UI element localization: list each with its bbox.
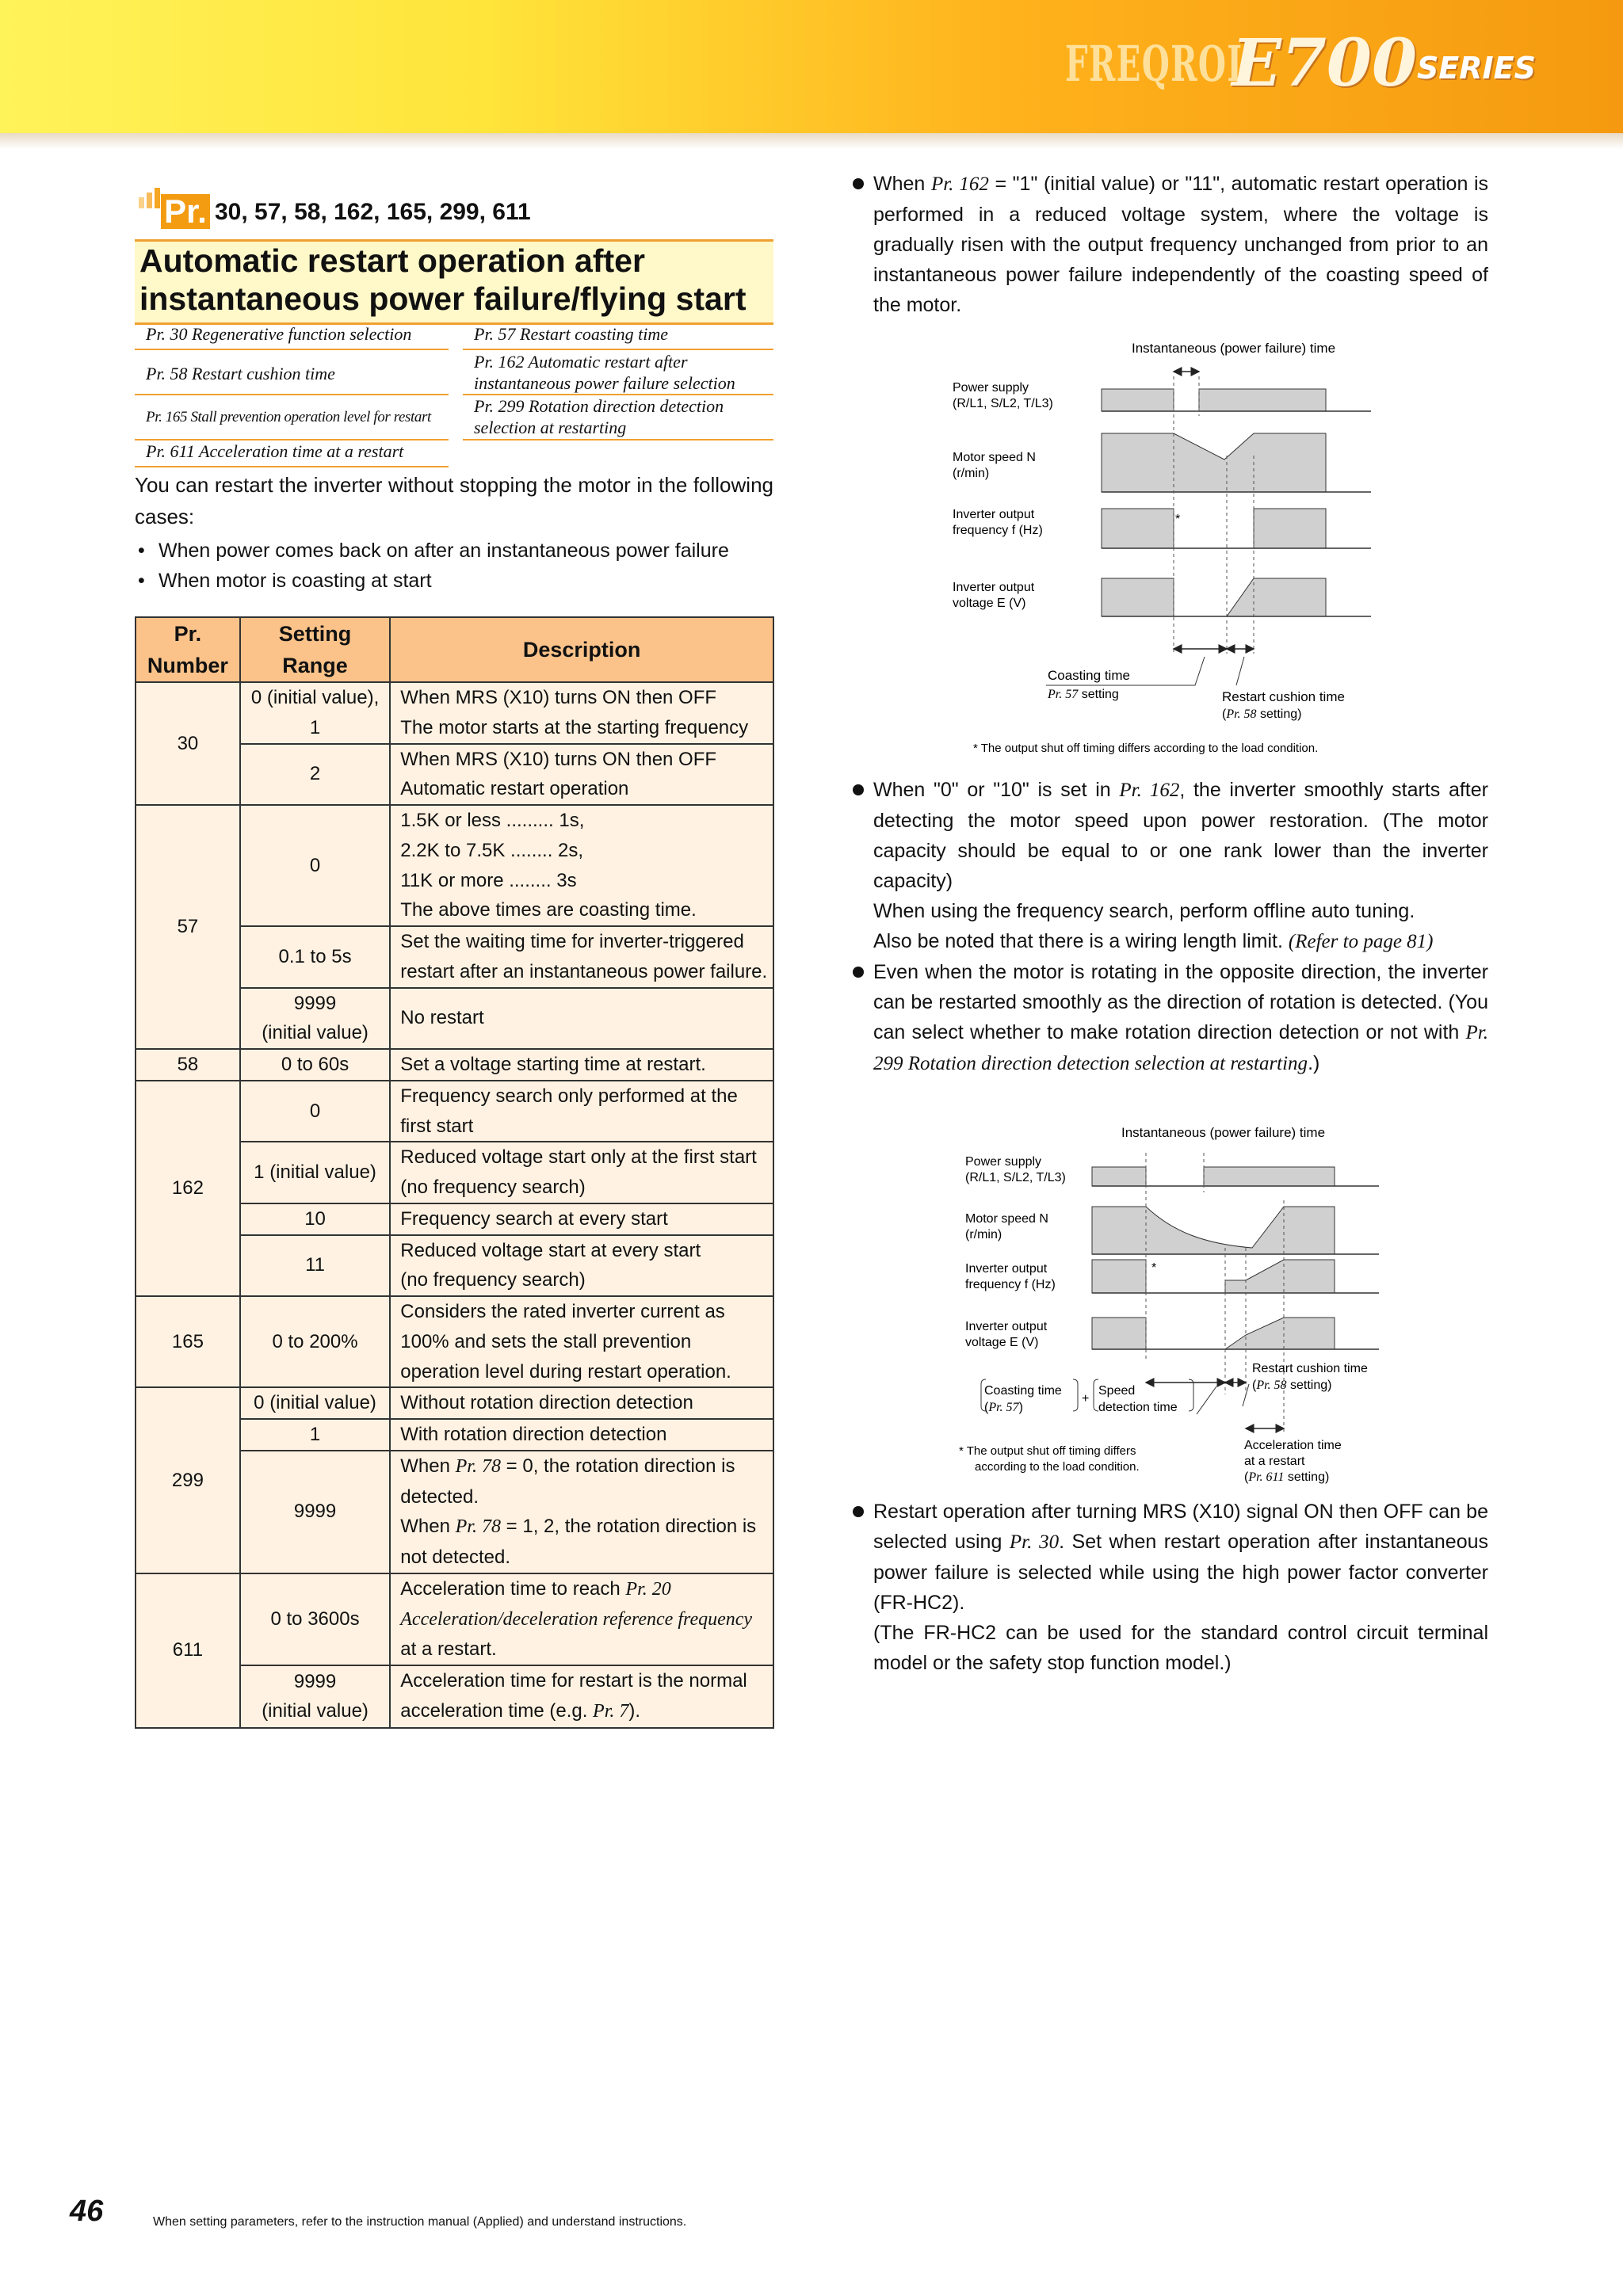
label-motor-speed: Motor speed N <box>953 451 1036 464</box>
timing-diagram-reduced-voltage <box>943 337 1387 767</box>
setting-range: 0.1 to 5s <box>240 926 390 988</box>
pr-number: 30 <box>136 682 240 805</box>
label-output-voltage: Inverter output <box>953 581 1035 594</box>
related-pr611: Pr. 611 Acceleration time at a restart <box>135 441 449 467</box>
label-motor-speed-unit: (r/min) <box>965 1228 1002 1241</box>
acceleration-time-label: Acceleration time <box>1244 1439 1342 1452</box>
case-item: • When motor is coasting at start <box>135 566 773 596</box>
setting-range: 9999 <box>240 1451 390 1573</box>
label-power-supply: Power supply <box>953 381 1029 395</box>
setting-range: 1 <box>240 1419 390 1451</box>
page-number: 46 <box>70 2195 104 2228</box>
series-name: E700 <box>1232 25 1417 101</box>
description: Frequency search at every start <box>390 1203 773 1235</box>
bullet-dot-icon <box>853 967 864 978</box>
description: Frequency search only performed at the first start <box>390 1081 773 1142</box>
related-pr58: Pr. 58 Restart cushion time <box>135 353 449 395</box>
setting-range: 9999 (initial value) <box>240 988 390 1050</box>
acceleration-time-setting: (Pr. 611 setting) <box>1244 1470 1330 1484</box>
para-frequency-search: When "0" or "10" is set in Pr. 162, the inverter smoothly starts after detecting the motor speed upon power restoration. (The motor capacity should be equal to or one rank lower than the inverter capacity) When using the frequency search, perform offline auto tuning. Also be noted that there is a wiring length limit. (Refer to page 81) Even when the motor is rotating in the opposite direction, the inverter can be restarted smoothly as the direction of rotation is detected. (You can select whether to make rotation direction detection or not with Pr. 299 Rotation direction detection selection at restarting.) <box>854 775 1488 1079</box>
setting-range: 0 <box>240 805 390 926</box>
coasting-time-label: Coasting time <box>1048 668 1130 683</box>
cushion-time-label: Restart cushion time <box>1252 1362 1368 1375</box>
setting-range: 0 to 3600s <box>240 1573 390 1665</box>
cushion-time-setting: (Pr. 58 setting) <box>1252 1379 1332 1392</box>
pr-number: 58 <box>136 1049 240 1081</box>
pr-number: 299 <box>136 1387 240 1573</box>
bullet-dot-icon <box>853 784 864 795</box>
setting-range: 0 to 200% <box>240 1296 390 1387</box>
series-suffix: SERIES <box>1416 51 1536 86</box>
label-motor-speed-unit: (r/min) <box>953 467 990 480</box>
label-motor-speed: Motor speed N <box>965 1212 1048 1226</box>
pr-number: 162 <box>136 1081 240 1296</box>
related-pr30: Pr. 30 Regenerative function selection <box>135 323 449 350</box>
description: Set a voltage starting time at restart. <box>390 1049 773 1081</box>
description: Considers the rated inverter current as 100% and sets the stall prevention operation level during restart operation. <box>390 1296 773 1387</box>
setting-range: 0 to 60s <box>240 1049 390 1081</box>
pr-number: 57 <box>136 805 240 1049</box>
diagram-footnote-cont: according to the load condition. <box>975 1460 1140 1474</box>
diagram-footnote: * The output shut off timing differs <box>959 1444 1136 1458</box>
acceleration-time-restart: at a restart <box>1244 1455 1305 1468</box>
related-pr299 <box>463 395 773 441</box>
speed-detection-time-label: detection time <box>1098 1401 1178 1414</box>
related-pr162 <box>463 351 773 395</box>
related-pr162-line1: Pr. 162 Automatic restart after <box>474 352 688 372</box>
coasting-time-label: Coasting time <box>984 1384 1062 1398</box>
cushion-time-label: Restart cushion time <box>1222 689 1345 704</box>
table-row <box>136 682 773 744</box>
table-header <box>136 617 773 682</box>
cushion-time-setting: (Pr. 58 setting) <box>1222 707 1302 721</box>
para-mrs-restart: Restart operation after turning MRS (X10) signal ON then OFF can be selected using Pr. 30. Set when restart operation after instantaneous power failure is selected while using the high power factor converter (FR-HC2). (The FR-HC2 can be used for the standard control circuit terminal model or the safety stop function model.) <box>854 1497 1488 1678</box>
description: 1.5K or less ......... 1s, 2.2K to 7.5K ........ 2s, 11K or more ........ 3s The above times are coasting time. <box>390 805 773 926</box>
description: Reduced voltage start only at the first start (no frequency search) <box>390 1142 773 1203</box>
parameter-table <box>135 616 774 1729</box>
title-line-1: Automatic restart operation after <box>139 242 645 279</box>
table-row <box>136 1049 773 1081</box>
bullet-dot-icon <box>853 1506 864 1517</box>
diagram-title: Instantaneous (power failure) time <box>1121 1125 1326 1140</box>
description: When MRS (X10) turns ON then OFF Automatic restart operation <box>390 744 773 806</box>
header-description: Description <box>390 617 773 682</box>
plus-sign: + <box>1082 1392 1090 1405</box>
label-output-voltage: Inverter output <box>965 1320 1048 1333</box>
label-output-frequency: Inverter output <box>953 508 1035 521</box>
setting-range: 2 <box>240 744 390 806</box>
setting-range: 10 <box>240 1203 390 1235</box>
coasting-time-setting: (Pr. 57) <box>984 1401 1023 1414</box>
table-row <box>136 1296 773 1387</box>
bullet-dot-icon <box>853 178 864 189</box>
timing-diagram-frequency-search <box>951 1121 1395 1501</box>
related-pr165: Pr. 165 Stall prevention operation level for restart <box>135 396 449 441</box>
coasting-time-setting: Pr. 57 setting <box>1048 688 1119 701</box>
description: When Pr. 78 = 0, the rotation direction is detected. When Pr. 78 = 1, 2, the rotation direction is not detected. <box>390 1451 773 1573</box>
label-output-frequency-unit: frequency f (Hz) <box>965 1278 1056 1291</box>
label-output-voltage-unit: voltage E (V) <box>953 597 1026 610</box>
case-item: • When power comes back on after an instantaneous power failure <box>135 536 773 566</box>
setting-range: 0 (initial value), 1 <box>240 682 390 744</box>
label-power-supply: Power supply <box>965 1155 1042 1169</box>
footnote-mark: * <box>1175 513 1181 526</box>
diagram-footnote: * The output shut off timing differs according to the load condition. <box>973 742 1319 755</box>
brand-mark: FREQROL <box>1065 35 1251 93</box>
label-output-voltage-unit: voltage E (V) <box>965 1336 1039 1349</box>
label-power-supply-terminals: (R/L1, S/L2, T/L3) <box>953 397 1053 410</box>
setting-range: 11 <box>240 1235 390 1297</box>
description: No restart <box>390 988 773 1050</box>
table-row <box>136 1081 773 1142</box>
title-line-2: instantaneous power failure/flying start <box>139 280 747 317</box>
header-pr-number: Pr. Number <box>136 617 240 682</box>
intro-text: You can restart the inverter without stopping the motor in the following cases: <box>135 473 773 528</box>
description: When MRS (X10) turns ON then OFF The motor starts at the starting frequency <box>390 682 773 744</box>
page-reference-link[interactable]: (Refer to page 81) <box>1288 931 1434 952</box>
table-row <box>136 805 773 926</box>
table-row <box>136 1387 773 1419</box>
pr-badge: Pr. <box>161 194 210 229</box>
description: Acceleration time to reach Pr. 20 Acceleration/deceleration reference frequency at a restart. <box>390 1573 773 1665</box>
parameter-numbers: 30, 57, 58, 162, 165, 299, 611 <box>215 199 531 225</box>
speed-detection-label: Speed <box>1098 1384 1136 1398</box>
label-power-supply-terminals: (R/L1, S/L2, T/L3) <box>965 1171 1066 1184</box>
related-pr162-line2: instantaneous power failure selection <box>474 373 735 393</box>
header-shadow <box>0 133 1623 149</box>
footnote-mark: * <box>1151 1261 1157 1275</box>
related-pr299-line1: Pr. 299 Rotation direction detection <box>474 396 724 416</box>
pr-number: 165 <box>136 1296 240 1387</box>
description: With rotation direction detection <box>390 1419 773 1451</box>
description: Acceleration time for restart is the normal acceleration time (e.g. Pr. 7). <box>390 1665 773 1728</box>
setting-range: 0 <box>240 1081 390 1142</box>
table-row <box>136 1573 773 1665</box>
page-title <box>135 239 773 325</box>
related-pr299-line2: selection at restarting <box>474 418 627 437</box>
para-reduced-voltage: When Pr. 162 = "1" (initial value) or "11", automatic restart operation is performed in a reduced voltage system, where the voltage is gradually risen with the output frequency unchanged from prior to an instantaneous power failure independently of the coasting speed of the motor. <box>854 169 1488 320</box>
description: Reduced voltage start at every start (no frequency search) <box>390 1235 773 1297</box>
footer-note: When setting parameters, refer to the instruction manual (Applied) and understand instructions. <box>153 2215 687 2229</box>
description: Set the waiting time for inverter-triggered restart after an instantaneous power failure. <box>390 926 773 988</box>
label-output-frequency-unit: frequency f (Hz) <box>953 524 1043 537</box>
description: Without rotation direction detection <box>390 1387 773 1419</box>
case-list <box>135 536 773 596</box>
related-pr57: Pr. 57 Restart coasting time <box>463 323 773 350</box>
pr-number: 611 <box>136 1573 240 1728</box>
label-output-frequency: Inverter output <box>965 1262 1048 1276</box>
setting-range: 9999 (initial value) <box>240 1665 390 1728</box>
setting-range: 0 (initial value) <box>240 1387 390 1419</box>
setting-range: 1 (initial value) <box>240 1142 390 1203</box>
diagram-title: Instantaneous (power failure) time <box>1132 341 1336 356</box>
header-setting-range: Setting Range <box>240 617 390 682</box>
